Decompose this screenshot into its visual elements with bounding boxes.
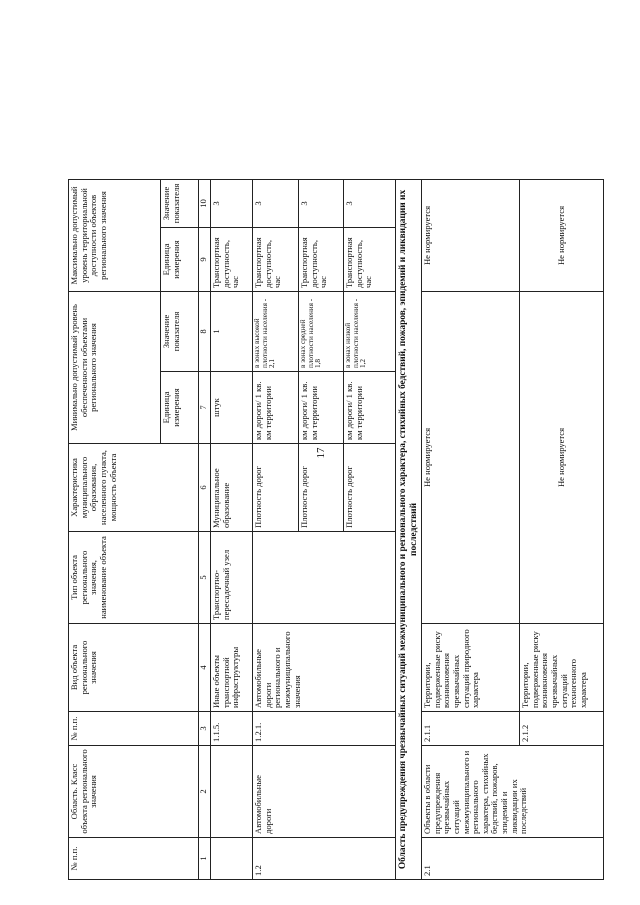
header-col5: Тип объекта регионального значения, наименование объекта — [69, 532, 199, 624]
characteristic: Плотность дорог — [344, 444, 396, 532]
cell-empty — [211, 838, 253, 880]
characteristic: Плотность дорог — [299, 444, 344, 532]
characteristic: Плотность дорог — [253, 444, 299, 532]
min-value: в зонах высокой плотности населения - 2,1 — [253, 292, 299, 372]
blank-cell — [199, 29, 211, 179]
min-unit: штук — [211, 372, 253, 444]
area-name: Автомобильные дороги — [253, 746, 396, 838]
col-number: 4 — [199, 624, 211, 712]
table-row-1-1-5 — [211, 29, 253, 879]
min-not-normalized: Не нормируется — [520, 292, 604, 624]
blank-cell — [344, 29, 396, 179]
min-not-normalized: Не нормируется — [422, 292, 520, 624]
row-number: 2.1.1 — [422, 712, 520, 746]
col-number: 7 — [199, 372, 211, 444]
object-kind: Территории, подверженные риску возникновения чрезвычайных ситуаций природного характера — [422, 624, 520, 712]
col-number: 5 — [199, 532, 211, 624]
header-col2: Область. Класс объекта регионального значения — [69, 746, 199, 838]
section-heading-row — [396, 29, 422, 879]
row-number: 1.2 — [253, 838, 396, 880]
col-number: 9 — [199, 228, 211, 292]
header-min-unit: Единица измерения — [161, 372, 199, 444]
regional-objects-table — [68, 29, 604, 880]
blank-margin — [69, 29, 199, 179]
header-max-value: Значение показателя — [161, 179, 199, 227]
object-type: Транспортно-пересадочный узел — [211, 532, 253, 624]
header-col6: Характеристика муниципального образования, населенного пункта, мощность объекта — [69, 444, 199, 532]
min-value: в зонах низкой плотности населения - 1,2 — [344, 292, 396, 372]
cell-empty — [211, 746, 253, 838]
object-kind: Иные объекты транспортной инфраструктуры — [211, 624, 253, 712]
area-name: Объекты в области предупреждения чрезвычайных ситуаций межмуниципального и регионального характера, стихийных бедствий, пожаров, эпидемий и ликвидации их последствий — [422, 746, 604, 838]
max-unit: Транспортная доступность, час — [299, 228, 344, 292]
header-col4: Вид объекта регионального значения — [69, 624, 199, 712]
object-kind: Автомобильные дороги регионального и межмуниципального значения — [253, 624, 396, 712]
col-number: 10 — [199, 179, 211, 227]
blank-cell — [253, 29, 299, 179]
row-number: 2.1 — [422, 838, 604, 880]
table-row-2-1-1 — [422, 29, 520, 879]
object-kind: Территории, подверженные риску возникновения чрезвычайных ситуаций техногенного характера — [520, 624, 604, 712]
object-type — [253, 532, 396, 624]
header-col1: № п.п. — [69, 838, 199, 880]
col-number: 3 — [199, 712, 211, 746]
max-value: 3 — [299, 179, 344, 227]
col-number: 1 — [199, 838, 211, 880]
max-unit: Транспортная доступность, час — [344, 228, 396, 292]
max-value: 3 — [253, 179, 299, 227]
header-min-value: Значение показателя — [161, 292, 199, 372]
max-value: 3 — [344, 179, 396, 227]
characteristic: Муниципальное образование — [211, 444, 253, 532]
min-value: 1 — [211, 292, 253, 372]
blank-cell — [520, 29, 604, 179]
section-title: Область предупреждения чрезвычайных ситуаций межмуниципального и регионального характера, стихийных бедствий, пожаров, эпидемий и ликвидации их последствий — [396, 179, 422, 879]
min-unit: км дороги/ 1 кв. км территории — [299, 372, 344, 444]
max-unit: Транспортная доступность, час — [211, 228, 253, 292]
blank-cell — [422, 29, 520, 179]
blank-cell — [211, 29, 253, 179]
min-value: в зонах средней плотности населения - 1,8 — [299, 292, 344, 372]
col-number: 2 — [199, 746, 211, 838]
header-max-group: Максимально допустимый уровень территориальной доступности объектов регионального значения — [69, 179, 161, 291]
header-min-group: Минимально допустимый уровень обеспеченности объектами регионального значения — [69, 292, 161, 444]
blank-cell — [299, 29, 344, 179]
max-unit: Транспортная доступность, час — [253, 228, 299, 292]
max-not-normalized: Не нормируется — [422, 179, 520, 291]
row-number: 2.1.2 — [520, 712, 604, 746]
min-unit: км дороги/ 1 кв. км территории — [253, 372, 299, 444]
col-number: 6 — [199, 444, 211, 532]
max-not-normalized: Не нормируется — [520, 179, 604, 291]
rotated-table-container — [68, 30, 588, 880]
row-number: 1.2.1. — [253, 712, 396, 746]
col-number: 8 — [199, 292, 211, 372]
header-row-1 — [69, 29, 161, 879]
blank-cell — [396, 29, 422, 179]
header-max-unit: Единица измерения — [161, 228, 199, 292]
header-col3: № п.п. — [69, 712, 199, 746]
row-number: 1.1.5. — [211, 712, 253, 746]
table-row-1-2-1-a — [253, 29, 299, 879]
min-unit: км дороги/ 1 кв. км территории — [344, 372, 396, 444]
column-number-row — [199, 29, 211, 879]
page-number: 17 — [315, 447, 327, 459]
max-value: 3 — [211, 179, 253, 227]
